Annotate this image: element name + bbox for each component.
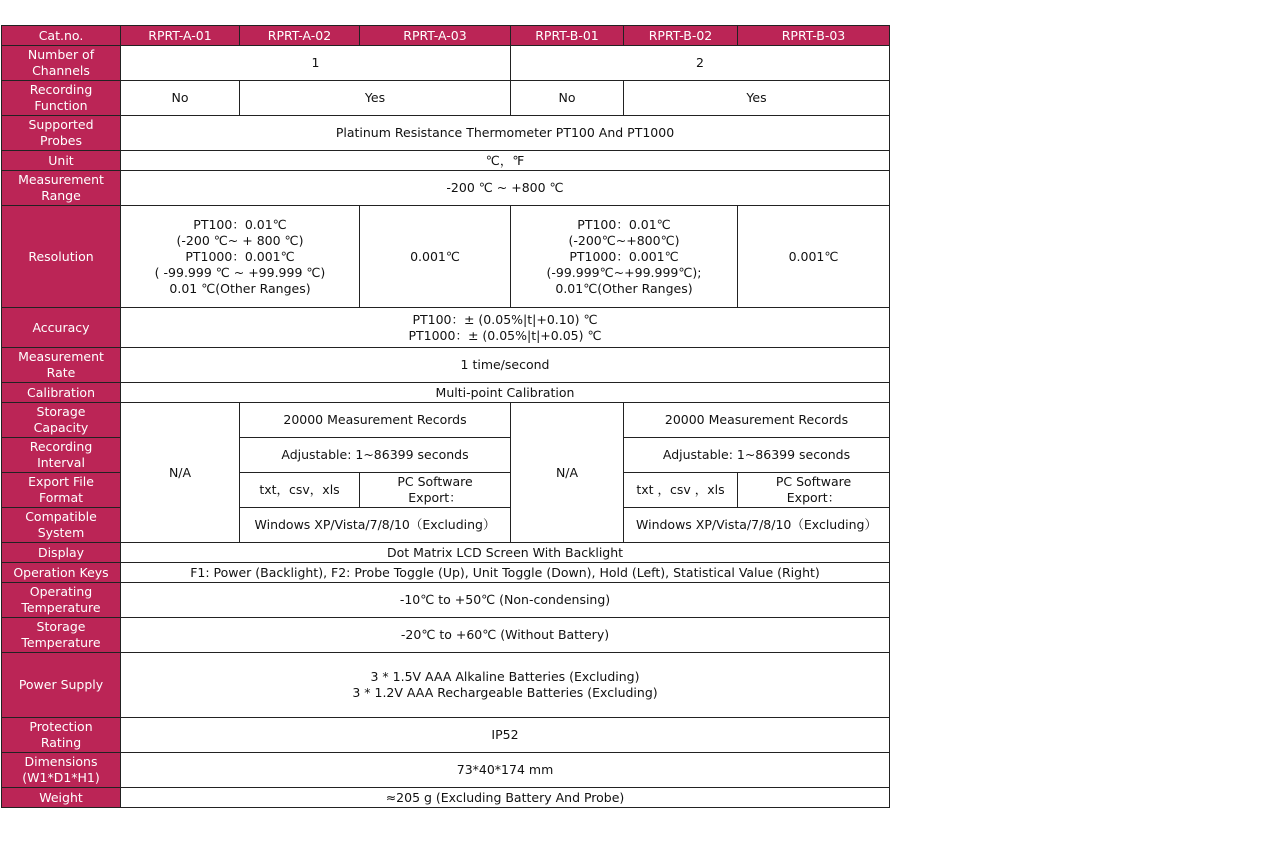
row-accuracy [2,308,890,348]
row-label: Display [2,543,121,563]
cell-recording-b01: No [511,81,624,116]
header-model-b02: RPRT-B-02 [624,26,738,46]
cell-accuracy: PT100：± (0.05%|t|+0.10) ℃ PT1000：± (0.05%|t|+0.05) ℃ [121,308,890,348]
row-label: Number of Channels [2,46,121,81]
cell-na-b01: N/A [511,403,624,543]
cell-rate: 1 time/second [121,348,890,383]
cell-calibration: Multi-point Calibration [121,383,890,403]
row-label: Compatible System [2,508,121,543]
cell-resolution-b: PT100：0.01℃ (-200℃~+800℃) PT1000：0.001℃ (-99.999℃~+99.999℃); 0.01℃(Other Ranges) [511,206,738,308]
cell-protection: IP52 [121,718,890,753]
row-label: Operation Keys [2,563,121,583]
cell-interval-b: Adjustable: 1~86399 seconds [624,438,890,473]
row-label: Storage Temperature [2,618,121,653]
cell-resolution-b03: 0.001℃ [738,206,890,308]
cell-resolution-a03: 0.001℃ [360,206,511,308]
cell-display: Dot Matrix LCD Screen With Backlight [121,543,890,563]
row-keys [2,563,890,583]
row-label: Resolution [2,206,121,308]
header-model-a03: RPRT-A-03 [360,26,511,46]
header-model-b01: RPRT-B-01 [511,26,624,46]
row-recording [2,81,890,116]
cell-storage-a: 20000 Measurement Records [240,403,511,438]
cell-probes: Platinum Resistance Thermometer PT100 And PT1000 [121,116,890,151]
row-power [2,653,890,718]
row-calibration [2,383,890,403]
cell-recording-a: Yes [240,81,511,116]
row-label: Power Supply [2,653,121,718]
row-resolution [2,206,890,308]
row-channels [2,46,890,81]
row-label: Export File Format [2,473,121,508]
cell-dimensions: 73*40*174 mm [121,753,890,788]
row-protection [2,718,890,753]
header-model-a01: RPRT-A-01 [121,26,240,46]
cell-export-format-b: txt ，csv ，xls [624,473,738,508]
header-catno: Cat.no. [2,26,121,46]
cell-op-temp: -10℃ to +50℃ (Non-condensing) [121,583,890,618]
cell-export-format-a: txt，csv，xls [240,473,360,508]
row-label: Measurement Range [2,171,121,206]
cell-resolution-a: PT100：0.01℃ (-200 ℃~ + 800 ℃) PT1000：0.001℃ ( -99.999 ℃ ~ +99.999 ℃) 0.01 ℃(Other Ranges) [121,206,360,308]
cell-st-temp: -20℃ to +60℃ (Without Battery) [121,618,890,653]
cell-system-b: Windows XP/Vista/7/8/10（Excluding） [624,508,890,543]
cell-recording-a01: No [121,81,240,116]
row-range [2,171,890,206]
row-storage [2,403,890,438]
cell-unit: ℃，℉ [121,151,890,171]
spec-table [1,25,890,808]
row-label: Dimensions (W1*D1*H1) [2,753,121,788]
cell-keys: F1: Power (Backlight), F2: Probe Toggle (Up), Unit Toggle (Down), Hold (Left), Statistical Value (Right) [121,563,890,583]
row-label: Supported Probes [2,116,121,151]
row-label: Recording Function [2,81,121,116]
cell-system-a: Windows XP/Vista/7/8/10（Excluding） [240,508,511,543]
row-probes [2,116,890,151]
row-label: Measurement Rate [2,348,121,383]
row-st-temp [2,618,890,653]
row-unit [2,151,890,171]
row-weight [2,788,890,808]
row-label: Recording Interval [2,438,121,473]
row-dimensions [2,753,890,788]
cell-power: 3 * 1.5V AAA Alkaline Batteries (Excluding) 3 * 1.2V AAA Rechargeable Batteries (Excluding) [121,653,890,718]
cell-range: -200 ℃ ~ +800 ℃ [121,171,890,206]
cell-export-pc-b: PC Software Export： [738,473,890,508]
row-rate [2,348,890,383]
header-row [2,26,890,46]
row-label: Accuracy [2,308,121,348]
row-label: Storage Capacity [2,403,121,438]
header-model-a02: RPRT-A-02 [240,26,360,46]
row-display [2,543,890,563]
cell-recording-b: Yes [624,81,890,116]
cell-interval-a: Adjustable: 1~86399 seconds [240,438,511,473]
cell-export-pc-a: PC Software Export： [360,473,511,508]
header-model-b03: RPRT-B-03 [738,26,890,46]
row-label: Weight [2,788,121,808]
cell-channels-b: 2 [511,46,890,81]
cell-channels-a: 1 [121,46,511,81]
cell-weight: ≈205 g (Excluding Battery And Probe) [121,788,890,808]
row-label: Unit [2,151,121,171]
row-op-temp [2,583,890,618]
row-label: Calibration [2,383,121,403]
row-label: Operating Temperature [2,583,121,618]
cell-storage-b: 20000 Measurement Records [624,403,890,438]
row-label: Protection Rating [2,718,121,753]
cell-na-a01: N/A [121,403,240,543]
